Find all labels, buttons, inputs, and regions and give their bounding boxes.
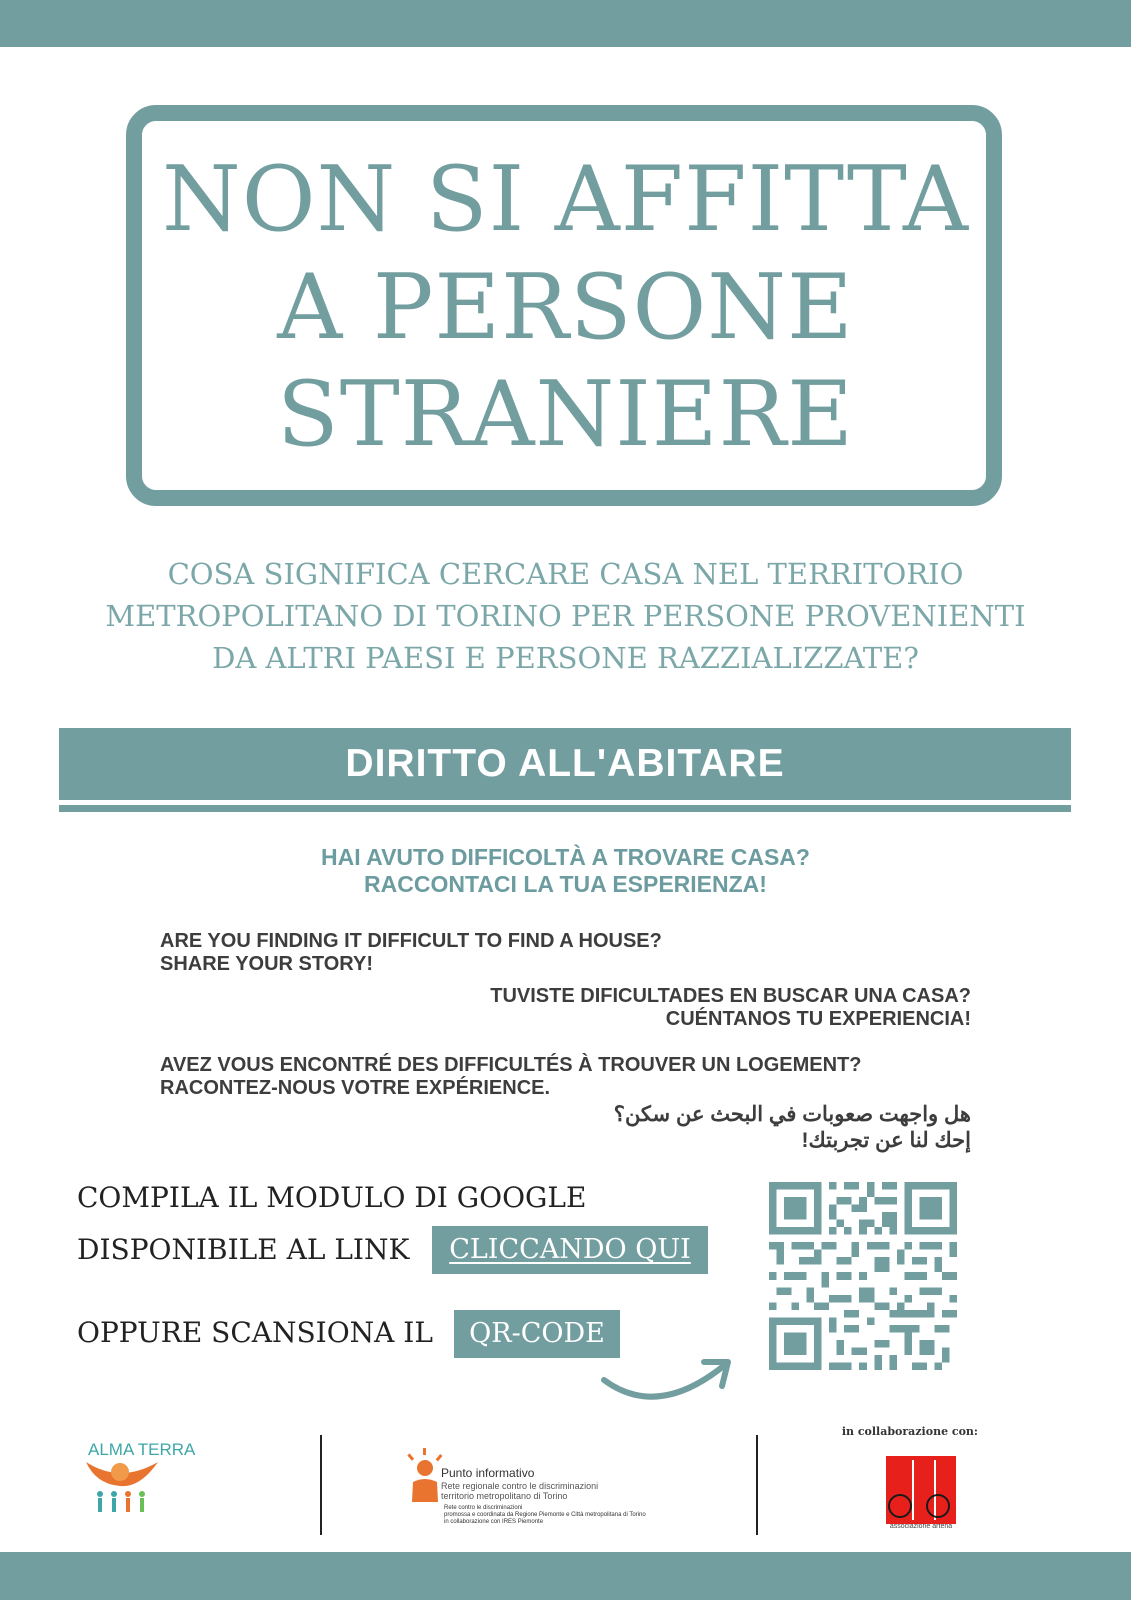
english-line-1: ARE YOU FINDING IT DIFFICULT TO FIND A HOUSE? [160, 930, 662, 952]
punto-line-1: Rete regionale contro le discriminazioni [441, 1481, 599, 1491]
footer-divider [756, 1435, 758, 1535]
arabic-line-2: إحك لنا عن تجربتك! [801, 1129, 971, 1152]
french-line-2: RACONTEZ-NOUS VOTRE EXPÉRIENCE. [160, 1077, 551, 1099]
footer-divider [320, 1435, 322, 1535]
french-prompt [160, 1054, 862, 1100]
punto-small-3: in collaborazione con IRES Piemonte [444, 1519, 544, 1525]
title-line-3: STRANIERE [277, 362, 854, 467]
punto-small-2: promossa e coordinata da Regione Piemonte e Città metropolitana di Torino [444, 1512, 646, 1518]
top-band [0, 0, 1131, 47]
arabic-line-1: هل واجهت صعوبات في البحث عن سكن؟ [613, 1103, 971, 1126]
question-line-2: METROPOLITANO DI TORINO PER PERSONE PROVENIENTI [105, 599, 1026, 633]
alma-logo-text: ALMA TERRA [88, 1440, 196, 1459]
qr-code-label: QR-CODE [454, 1310, 620, 1358]
artena-name: associazione artena [889, 1523, 953, 1530]
punto-line-2: territorio metropolitano di Torino [441, 1491, 568, 1501]
arabic-prompt [614, 1102, 971, 1154]
cta-line-1: COMPILA IL MODULO DI GOOGLE [77, 1181, 587, 1214]
qr-code-icon[interactable] [768, 1182, 958, 1370]
diritto-banner: DIRITTO ALL'ABITARE [59, 728, 1071, 800]
cta-line-2: DISPONIBILE AL LINK [77, 1233, 410, 1266]
bottom-band [0, 1552, 1131, 1600]
curved-arrow-icon [598, 1350, 738, 1412]
intro-question [40, 553, 1091, 679]
punto-small-1: Rete contro le discriminazioni [444, 1505, 523, 1511]
invite-line-2: RACCONTACI LA TUA ESPERIENZA! [364, 871, 767, 897]
collaboration-label: in collaborazione con: [841, 1425, 978, 1438]
question-line-3: DA ALTRI PAESI E PERSONE RAZZIALIZZATE? [212, 641, 919, 675]
spanish-line-1: TUVISTE DIFICULTADES EN BUSCAR UNA CASA? [490, 985, 971, 1007]
punto-title: Punto informativo [441, 1466, 535, 1480]
french-line-1: AVEZ VOUS ENCONTRÉ DES DIFFICULTÉS À TROUVER UN LOGEMENT? [160, 1054, 862, 1076]
invite-text [0, 844, 1131, 898]
banner-rule [59, 805, 1071, 812]
question-line-1: COSA SIGNIFICA CERCARE CASA NEL TERRITORIO [167, 557, 964, 591]
artena-logo [886, 1456, 956, 1528]
spanish-line-2: CUÉNTANOS TU EXPERIENCIA! [665, 1008, 971, 1030]
spanish-prompt [490, 985, 971, 1031]
english-prompt [160, 930, 662, 976]
invite-line-1: HAI AVUTO DIFFICOLTÀ A TROVARE CASA? [321, 844, 810, 870]
title-line-1: NON SI AFFITTA [162, 147, 969, 252]
alma-terra-logo [80, 1440, 196, 1525]
form-link-button[interactable]: CLICCANDO QUI [432, 1226, 708, 1274]
english-line-2: SHARE YOUR STORY! [160, 953, 373, 975]
title-line-2: A PERSONE [277, 255, 854, 360]
cta-line-3: OPPURE SCANSIONA IL [77, 1316, 433, 1349]
